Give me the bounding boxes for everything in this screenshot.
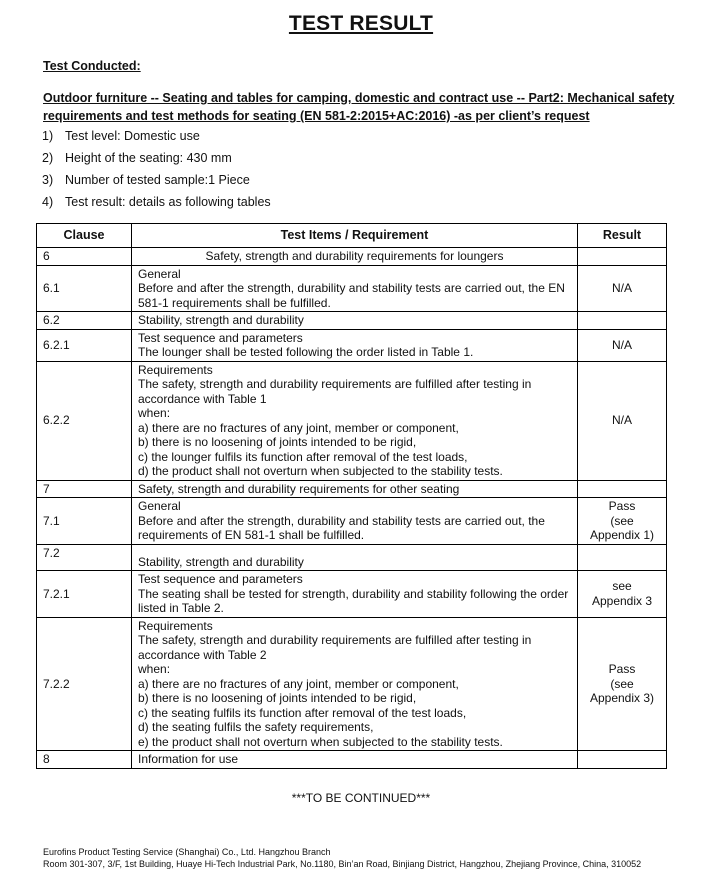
requirement-line: when: [138,662,171,676]
table-row [37,498,667,545]
result-cell [578,329,667,361]
requirement-line: Stability, strength and durability [138,313,304,327]
result-line: Pass [608,662,636,676]
info-number: 4) [42,195,54,209]
table-body [37,248,667,769]
requirement-heading: General [138,266,181,281]
result-line: Appendix 3 [591,593,653,608]
requirement-line: The seating shall be tested for strength, durability and stability following the order listed in Table 2. [138,586,569,615]
result-cell [578,751,667,769]
table-row [37,361,667,480]
result-cell [578,571,667,618]
requirement-line: e) the product shall not overturn when subjected to the stability tests. [138,734,503,749]
result-line: Pass [608,499,636,513]
result-line: N/A [611,281,632,295]
requirement-line: The safety, strength and durability requirements are fulfilled after testing in accordance with Table 1 [138,377,532,406]
result-cell [578,480,667,498]
requirement-cell [132,751,578,769]
clause-cell: 7 [37,480,132,498]
clause-cell: 7.2.2 [37,617,132,751]
requirement-heading: Requirements [138,618,213,633]
requirement-cell [132,544,578,571]
table-row [37,571,667,618]
result-line: N/A [611,413,632,428]
requirement-line: Before and after the strength, durability and stability tests are carried out, the requirements of EN 581-1 shall be fulfilled. [138,513,545,542]
table-row [37,480,667,498]
clause-cell: 7.2.1 [37,571,132,618]
requirement-line: Safety, strength and durability requirements for loungers [205,249,504,263]
requirement-cell [132,361,578,480]
info-text: Number of tested sample:1 Piece [65,173,250,187]
requirement-cell [132,480,578,498]
requirement-line: Safety, strength and durability requirements for other seating [138,481,460,496]
result-line: Appendix 3) [589,691,655,705]
result-cell [578,248,667,266]
requirement-line: a) there are no fractures of any joint, member or component, [138,676,459,691]
header-test-items: Test Items / Requirement [132,224,578,248]
requirement-cell [132,312,578,330]
footer-company: Eurofins Product Testing Service (Shanghai) Co., Ltd. Hangzhou Branch [43,847,331,857]
table-row [37,751,667,769]
result-line: see [612,579,632,594]
table-row [37,312,667,330]
clause-cell: 6.1 [37,265,132,312]
requirement-heading: Test sequence and parameters [138,572,303,586]
result-line: (see [610,513,634,528]
requirement-line: b) there is no loosening of joints intended to be rigid, [138,691,417,705]
requirement-line: Stability, strength and durability [138,554,304,569]
clause-cell: 8 [37,751,132,769]
result-cell [578,312,667,330]
clause-cell: 6.2.1 [37,329,132,361]
info-item [42,173,250,187]
info-number: 2) [42,151,54,165]
requirement-line: a) there are no fractures of any joint, member or component, [138,420,459,435]
info-text: Height of the seating: 430 mm [65,151,232,165]
info-number: 3) [42,173,54,187]
requirement-heading: Test sequence and parameters [138,330,303,345]
page-title: TEST RESULT [288,12,434,35]
header-clause: Clause [37,224,132,248]
info-text: Test result: details as following tables [65,195,271,209]
result-cell [578,617,667,751]
info-number: 1) [42,129,54,143]
result-line: N/A [611,337,632,352]
requirement-cell [132,571,578,618]
result-line: (see [610,676,634,691]
requirement-heading: General [138,499,181,513]
requirement-line: d) the product shall not overturn when subjected to the stability tests. [138,464,503,478]
requirement-line: Information for use [138,752,239,766]
result-cell [578,544,667,571]
header-result: Result [578,224,667,248]
requirement-cell [132,617,578,751]
table-row [37,265,667,312]
requirement-line: The lounger shall be tested following the order listed in Table 1. [138,345,474,359]
result-line: Appendix 1) [589,528,655,542]
info-item [42,195,271,209]
standard-title: Outdoor furniture -- Seating and tables for camping, domestic and contract use -- Part2: Mechanical safety requirements and test methods for seating (EN 581-2:2015+AC:2016) -as per client’s request [43,91,675,123]
footer-address: Room 301-307, 3/F, 1st Building, Huaye Hi-Tech Industrial Park, No.1180, Bin’an Road, Binjiang District, Hangzhou, Zhejiang Province, China, 310052 [43,858,642,869]
test-conducted-label: Test Conducted: [43,59,141,73]
result-cell [578,361,667,480]
continued-note: ***TO BE CONTINUED*** [291,791,431,805]
requirement-cell [132,498,578,545]
clause-cell: 6.2.2 [37,361,132,480]
clause-cell: 7.1 [37,498,132,545]
requirement-heading: Requirements [138,362,213,377]
table-row [37,329,667,361]
info-item [42,129,200,143]
requirement-cell [132,329,578,361]
table-row [37,617,667,751]
result-cell [578,498,667,545]
result-cell [578,265,667,312]
clause-cell: 6.2 [37,312,132,330]
requirement-line: Before and after the strength, durability and stability tests are carried out, the EN 581-1 requirements shall be fulfilled. [138,281,565,310]
clause-cell: 7.2 [37,544,132,571]
info-text: Test level: Domestic use [65,129,200,143]
requirement-line: c) the seating fulfils its function after removal of the test loads, [138,705,467,720]
table-row [37,544,667,571]
requirement-line: d) the seating fulfils the safety requirements, [138,720,374,734]
requirement-cell [132,248,578,266]
requirement-cell [132,265,578,312]
clause-cell: 6 [37,248,132,266]
info-item [42,151,232,165]
results-table [36,223,667,769]
requirement-line: The safety, strength and durability requirements are fulfilled after testing in accordance with Table 2 [138,633,532,662]
requirement-line: c) the lounger fulfils its function after removal of the test loads, [138,449,468,464]
requirement-line: b) there is no loosening of joints intended to be rigid, [138,435,417,449]
requirement-line: when: [138,406,171,420]
footer [43,847,641,870]
table-header-row [37,224,667,248]
table-row [37,248,667,266]
